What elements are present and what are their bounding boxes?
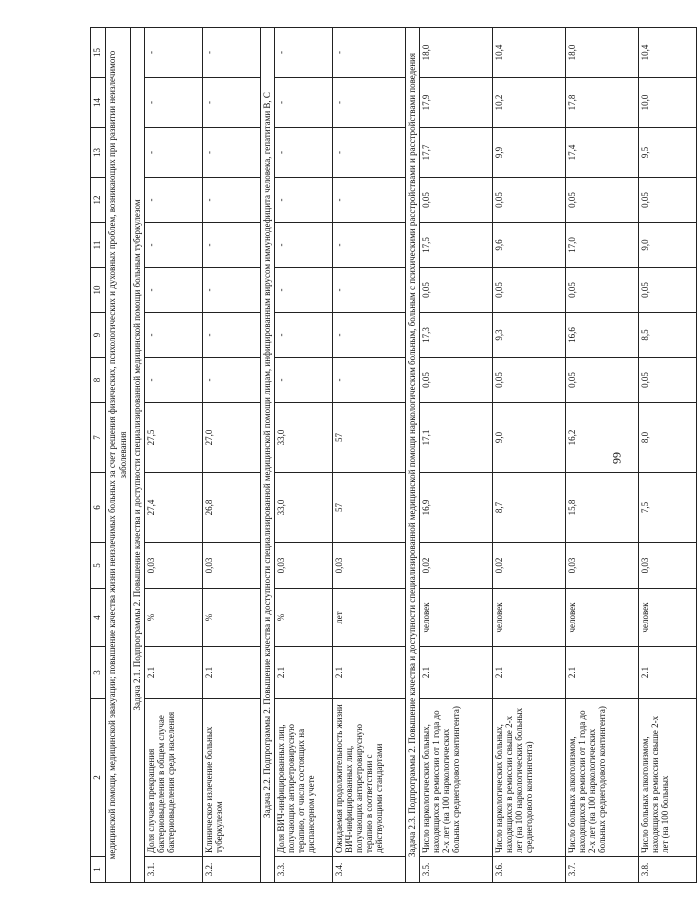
header-cell: 9 [91,313,106,358]
cell-unit: % [145,589,203,647]
section-row [131,28,145,883]
cell-c14: - [333,78,406,128]
cell-c3: 2.1 [145,647,203,699]
cell-c13: 17,7 [420,128,493,178]
row-number: 3.2. [203,857,261,883]
cell-c5: 0,02 [493,543,566,589]
cell-c6: 27,4 [145,473,203,543]
row-number: 3.3. [275,857,333,883]
cell-c13: - [333,128,406,178]
header-cell: 3 [91,647,106,699]
header-row [91,28,106,883]
header-cell: 8 [91,358,106,403]
cell-c13: 9,9 [493,128,566,178]
cell-c7: 8,0 [639,403,697,473]
cell-c8: - [203,358,261,403]
intro-text: медицинской помощи, медицинской эвакуации; повышение качества жизни неизлечимых больных за счет решения физических, психологических и духовных проблем, возникающих при развитии неизлечимого заболевания [106,28,131,883]
table-row [203,28,261,883]
indicator-name: Число больных алкоголизмом, находящихся в ремиссии от 1 года до 2-х лет (на 100 наркологических больных среднегодового контингента) [566,699,639,857]
cell-c11: - [333,223,406,268]
table-row [420,28,493,883]
cell-c7: 57 [333,403,406,473]
header-cell: 5 [91,543,106,589]
cell-c9: - [203,313,261,358]
table-row [333,28,406,883]
intro-row [106,28,131,883]
cell-c15: - [203,28,261,78]
cell-c13: - [203,128,261,178]
cell-c15: 10,4 [639,28,697,78]
cell-c15: - [333,28,406,78]
cell-c3: 2.1 [275,647,333,699]
cell-c12: - [203,178,261,223]
table-row [639,28,697,883]
indicator-name: Число наркологических больных, находящихся в ремиссии от 1 года до 2-х лет (на 100 наркологических больных среднегодового контингента) [420,699,493,857]
cell-c12: 0,05 [493,178,566,223]
cell-c6: 16,9 [420,473,493,543]
cell-c11: - [203,223,261,268]
section-title: Задача 2.2. Подпрограммы 2. Повышение качества и доступности специализированной медицинской помощи лицам, инфицированным вирусом иммунодефицита человека, гепатитами B, C [261,28,275,883]
indicator-name: Клиническое излечение больных туберкулезом [203,699,261,857]
cell-c13: 17,4 [566,128,639,178]
row-number: 3.1. [145,857,203,883]
header-cell: 10 [91,268,106,313]
cell-c11: 17,0 [566,223,639,268]
header-cell: 4 [91,589,106,647]
cell-c9: 17,3 [420,313,493,358]
cell-unit: человек [566,589,639,647]
table-frame [90,28,670,883]
cell-c14: 10,0 [639,78,697,128]
cell-c3: 2.1 [493,647,566,699]
cell-unit: человек [420,589,493,647]
header-cell: 1 [91,857,106,883]
cell-c14: - [203,78,261,128]
cell-c9: 8,5 [639,313,697,358]
cell-c8: 0,05 [639,358,697,403]
cell-c11: - [145,223,203,268]
indicator-name: Число наркологических больных, находящихся в ремиссии свыше 2-х лет (на 100 наркологических больных среднегодового контингента) [493,699,566,857]
header-cell: 14 [91,78,106,128]
header-cell: 12 [91,178,106,223]
cell-c11: 9,6 [493,223,566,268]
cell-c5: 0,03 [566,543,639,589]
cell-c8: - [145,358,203,403]
cell-c3: 2.1 [420,647,493,699]
cell-c12: 0,05 [639,178,697,223]
cell-c12: - [275,178,333,223]
cell-c11: - [275,223,333,268]
section-row [406,28,420,883]
header-cell: 2 [91,699,106,857]
cell-c9: 9,3 [493,313,566,358]
cell-c3: 2.1 [639,647,697,699]
page-number: 66 [610,452,624,464]
cell-c8: - [333,358,406,403]
cell-c11: 17,5 [420,223,493,268]
row-number: 3.6. [493,857,566,883]
cell-c3: 2.1 [203,647,261,699]
cell-c12: - [333,178,406,223]
cell-c14: 17,9 [420,78,493,128]
cell-c6: 57 [333,473,406,543]
cell-c12: 0,05 [566,178,639,223]
row-number: 3.5. [420,857,493,883]
cell-unit: лет [333,589,406,647]
cell-c3: 2.1 [333,647,406,699]
cell-c10: 0,05 [639,268,697,313]
cell-c12: 0,05 [420,178,493,223]
cell-c8: 0,05 [493,358,566,403]
header-cell: 6 [91,473,106,543]
cell-c10: 0,05 [420,268,493,313]
cell-c5: 0,03 [275,543,333,589]
cell-c7: 33,0 [275,403,333,473]
cell-c6: 15,8 [566,473,639,543]
cell-unit: % [203,589,261,647]
table-row [275,28,333,883]
cell-c8: 0,05 [420,358,493,403]
cell-c7: 27,0 [203,403,261,473]
cell-c14: - [275,78,333,128]
row-number: 3.8. [639,857,697,883]
cell-c14: 17,8 [566,78,639,128]
cell-c6: 8,7 [493,473,566,543]
cell-c6: 33,0 [275,473,333,543]
cell-c14: - [145,78,203,128]
cell-c10: - [333,268,406,313]
indicator-name: Ожидаемая продолжительность жизни ВИЧ-инфицированных лиц, получающих антиретровирусную терапию в соответствии с действующими стандартами [333,699,406,857]
cell-c13: - [275,128,333,178]
cell-c15: 18,0 [420,28,493,78]
cell-c6: 7,5 [639,473,697,543]
cell-c10: - [203,268,261,313]
cell-c9: - [333,313,406,358]
cell-c9: - [275,313,333,358]
cell-c7: 16,2 [566,403,639,473]
cell-c5: 0,03 [333,543,406,589]
cell-c7: 9,0 [493,403,566,473]
cell-unit: человек [639,589,697,647]
cell-c10: 0,05 [493,268,566,313]
header-cell: 7 [91,403,106,473]
table-row [566,28,639,883]
cell-c7: 27,5 [145,403,203,473]
section-title: Задача 2.3. Подпрограммы 2. Повышение качества и доступности специализированной медицинской помощи наркологическим больным, больным с психическими расстройствами и расстройствами поведения [406,28,420,883]
cell-c8: - [275,358,333,403]
indicator-name: Число больных алкоголизмом, находящихся в ремиссии свыше 2-х лет (на 100 больных [639,699,697,857]
cell-c5: 0,02 [420,543,493,589]
row-number: 3.7. [566,857,639,883]
row-number: 3.4. [333,857,406,883]
header-cell: 15 [91,28,106,78]
indicators-table [90,27,697,883]
indicator-name: Доля ВИЧ-инфицированных лиц, получающих антиретровирусную терапию, от числа состоящих на диспансерном учете [275,699,333,857]
cell-c3: 2.1 [566,647,639,699]
header-cell: 11 [91,223,106,268]
cell-c15: 10,4 [493,28,566,78]
table-row [493,28,566,883]
rotated-page [90,28,670,883]
cell-c5: 0,03 [145,543,203,589]
cell-c13: 9,5 [639,128,697,178]
indicator-name: Доля случаев прекращения бактериовыделения в общем случае бактериовыделения среди населения [145,699,203,857]
cell-c9: - [145,313,203,358]
cell-c6: 26,8 [203,473,261,543]
cell-c5: 0,03 [203,543,261,589]
section-row [261,28,275,883]
cell-unit: % [275,589,333,647]
cell-c7: 17,1 [420,403,493,473]
header-cell: 13 [91,128,106,178]
cell-c12: - [145,178,203,223]
table-row [145,28,203,883]
cell-c10: - [275,268,333,313]
cell-c15: - [275,28,333,78]
cell-c14: 10,2 [493,78,566,128]
cell-c10: 0,05 [566,268,639,313]
cell-c11: 9,0 [639,223,697,268]
cell-c5: 0,03 [639,543,697,589]
section-title: Задача 2.1. Подпрограммы 2. Повышение качества и доступности специализированной медицинской помощи больным туберкулезом [131,28,145,883]
cell-c15: - [145,28,203,78]
cell-c8: 0,05 [566,358,639,403]
cell-c10: - [145,268,203,313]
cell-unit: человек [493,589,566,647]
cell-c15: 18,0 [566,28,639,78]
cell-c9: 16,6 [566,313,639,358]
cell-c13: - [145,128,203,178]
